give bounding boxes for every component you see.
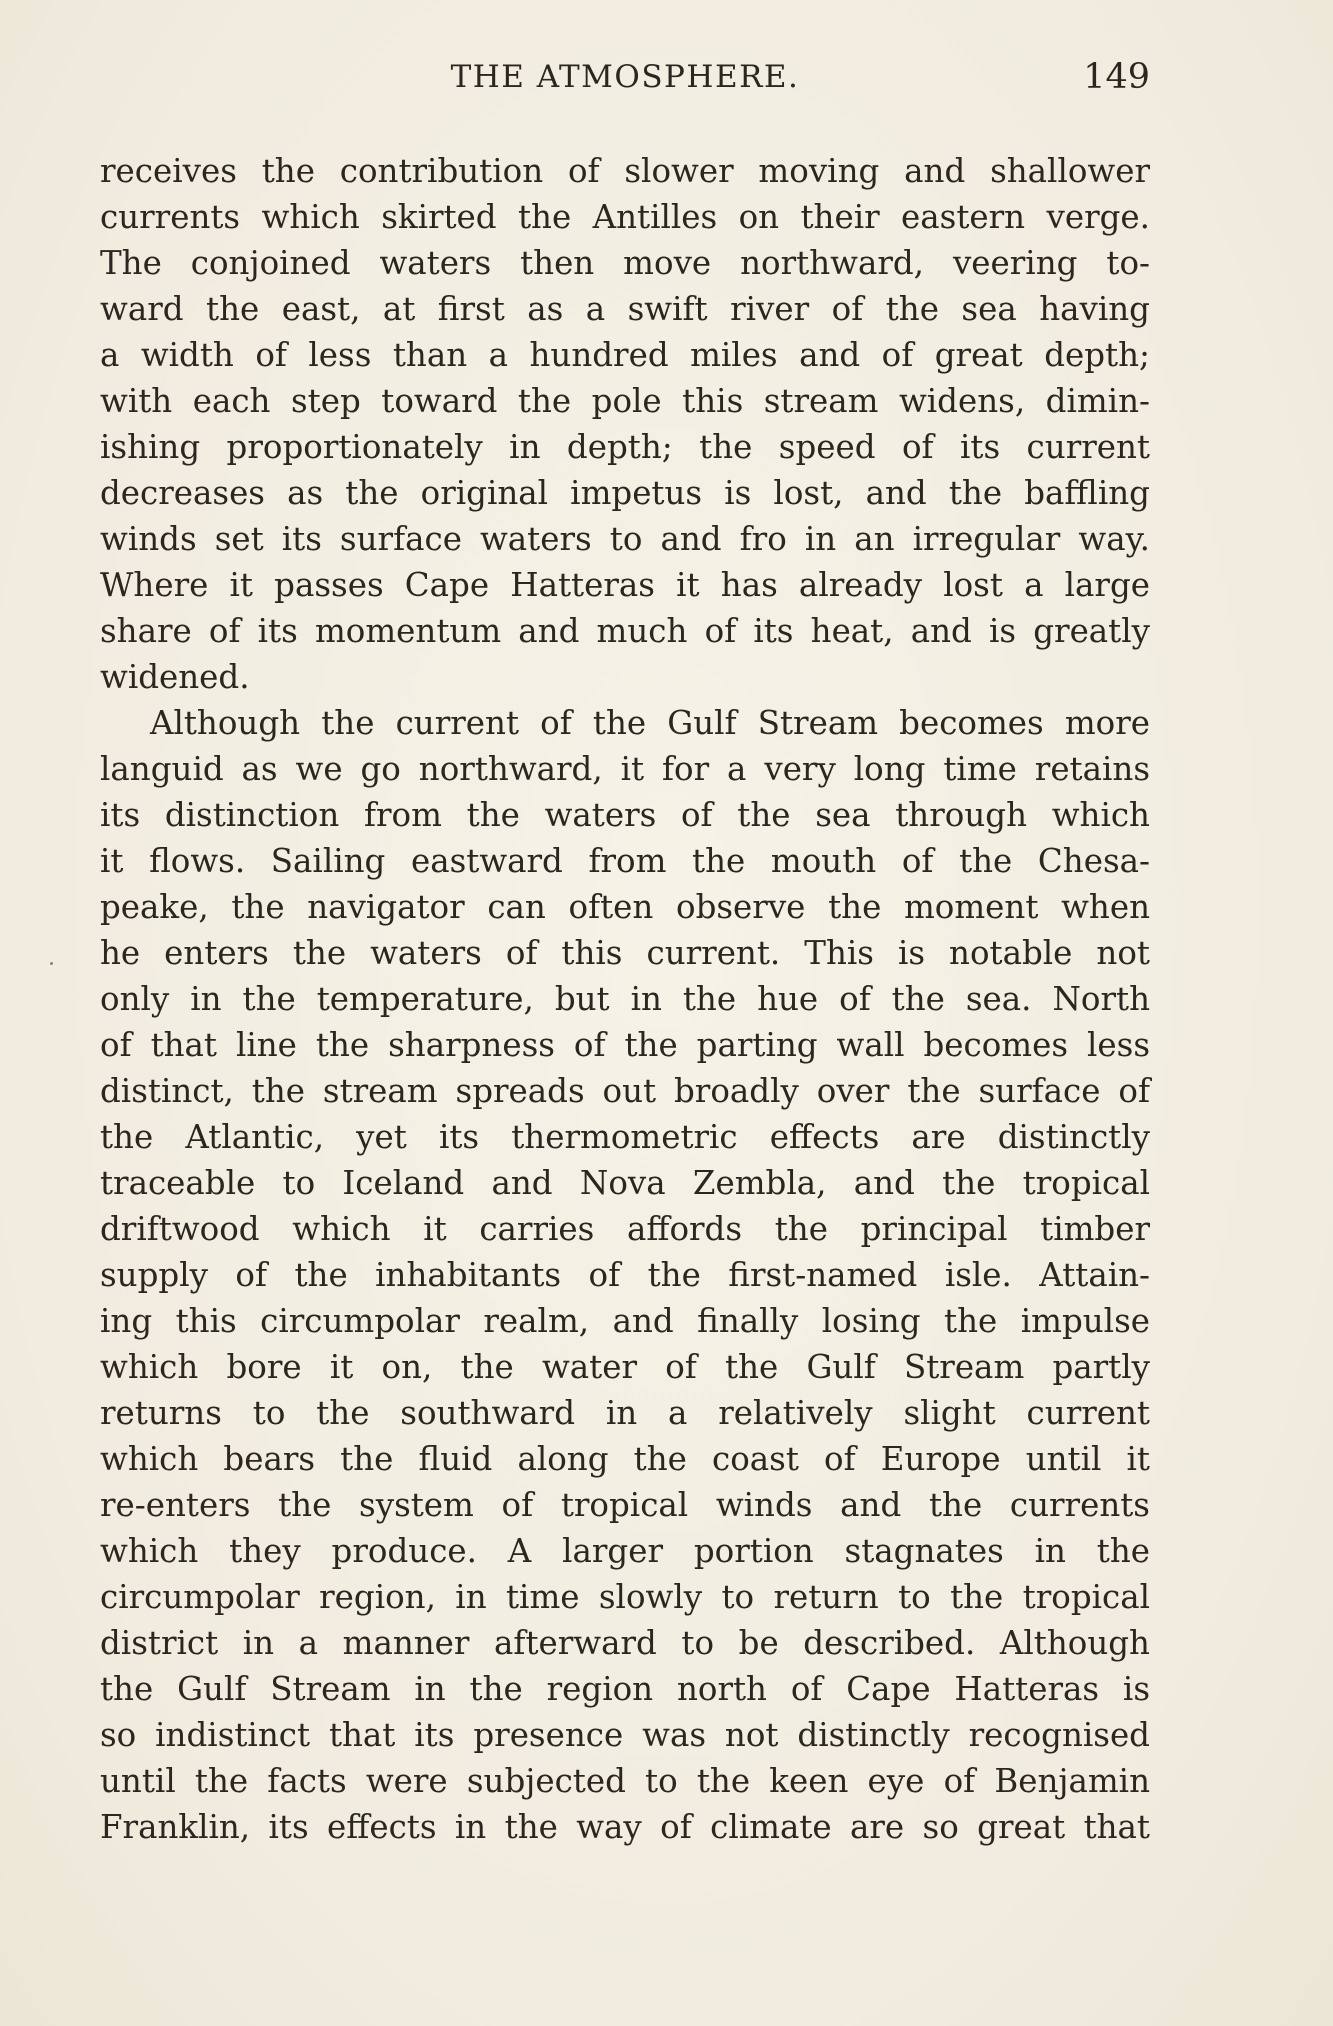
text-line: which bore it on, the water of the Gulf Stream partly [100, 1348, 1150, 1386]
text-line: winds set its surface waters to and fro in an irregular way. [100, 520, 1150, 558]
text-line: only in the temperature, but in the hue of the sea. North [100, 980, 1150, 1018]
text-line: currents which skirted the Antilles on their eastern verge. [100, 198, 1150, 236]
text-line: which they produce. A larger portion stagnates in the [100, 1532, 1150, 1570]
text-line: peake, the navigator can often observe the moment when [100, 888, 1150, 926]
text-line: Where it passes Cape Hatteras it has already lost a large [100, 566, 1150, 604]
text-line: receives the contribution of slower moving and shallower [100, 152, 1150, 190]
text-line: driftwood which it carries affords the principal timber [100, 1210, 1150, 1248]
paragraph-2 [100, 700, 1150, 1850]
text-line: supply of the inhabitants of the first-named isle. Attain- [100, 1256, 1150, 1294]
text-line: Although the current of the Gulf Stream becomes more [150, 704, 1150, 742]
text-line: traceable to Iceland and Nova Zembla, and the tropical [100, 1164, 1150, 1202]
text-line: a width of less than a hundred miles and of great depth; [100, 336, 1150, 374]
page-header [100, 55, 1150, 105]
text-line: so indistinct that its presence was not distinctly recognised [100, 1716, 1150, 1754]
text-line: circumpolar region, in time slowly to return to the tropical [100, 1578, 1150, 1616]
text-line: ward the east, at first as a swift river of the sea having [100, 290, 1150, 328]
page-number: 149 [1083, 57, 1150, 97]
text-line: it flows. Sailing eastward from the mouth of the Chesa- [100, 842, 1150, 880]
text-line: of that line the sharpness of the parting wall becomes less [100, 1026, 1150, 1064]
text-line: district in a manner afterward to be described. Although [100, 1624, 1150, 1662]
text-line: languid as we go northward, it for a very long time retains [100, 750, 1150, 788]
text-line: ishing proportionately in depth; the speed of its current [100, 428, 1150, 466]
text-line: which bears the fluid along the coast of Europe until it [100, 1440, 1150, 1478]
paragraph-1 [100, 148, 1150, 700]
text-line: he enters the waters of this current. This is notable not [100, 934, 1150, 972]
running-title: THE ATMOSPHERE. [450, 59, 800, 95]
text-line: the Atlantic, yet its thermometric effects are distinctly [100, 1118, 1150, 1156]
margin-speck [50, 962, 53, 965]
text-line: with each step toward the pole this stream widens, dimin- [100, 382, 1150, 420]
text-line: until the facts were subjected to the keen eye of Benjamin [100, 1762, 1150, 1800]
text-line: the Gulf Stream in the region north of Cape Hatteras is [100, 1670, 1150, 1708]
text-line: returns to the southward in a relatively slight current [100, 1394, 1150, 1432]
text-line: Franklin, its effects in the way of climate are so great that [100, 1808, 1150, 1846]
text-line: its distinction from the waters of the sea through which [100, 796, 1150, 834]
text-line: ing this circumpolar realm, and finally losing the impulse [100, 1302, 1150, 1340]
text-line: re-enters the system of tropical winds and the currents [100, 1486, 1150, 1524]
text-line: distinct, the stream spreads out broadly over the surface of [100, 1072, 1150, 1110]
text-line: The conjoined waters then move northward, veering to- [100, 244, 1150, 282]
body-text [100, 148, 1150, 1850]
text-line: widened. [100, 658, 250, 696]
text-line: share of its momentum and much of its heat, and is greatly [100, 612, 1150, 650]
text-line: decreases as the original impetus is lost, and the baffling [100, 474, 1150, 512]
